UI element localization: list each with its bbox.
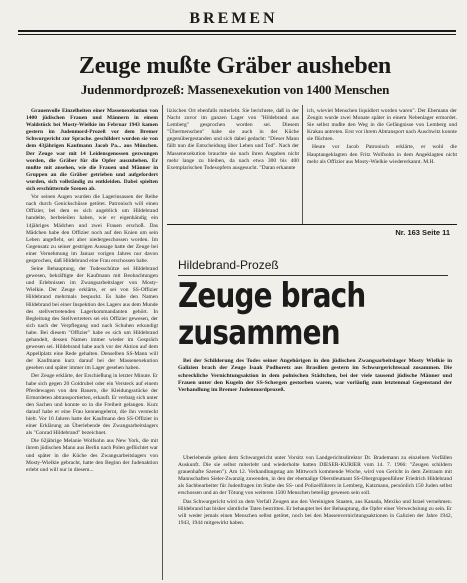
column-rule: [302, 105, 303, 225]
second-article-kicker: Hildebrand-Prozeß: [178, 258, 279, 272]
section-rule-thin: [18, 34, 456, 35]
paragraph: lizischen Ort ebenfalls miterlebt. Sie berichtete, daß in der Nacht zuvor im ganzen Lager von "Hildebrand aus Lemberg" gesprochen worden sei. Diesem "Übermenschen" habe sie auch in der Küche gegenübergestanden und sich dabei gedacht: "Dieser Mann fällt nun die Entscheidung über Leben und Tod". Nach der Massenexekution brauchte sie nach ihren Angaben nicht mehr lange zu bleiben, da nach etwa 300 bis 400 Exemplarischen Todesopfern ausgesucht. "Daran erkannte: [167, 108, 299, 171]
main-subheadline: Judenmordprozeß: Massenexekution von 1400 Menschen: [80, 82, 390, 97]
paragraph: Der Zeuge erklärte, der Erschießung in letzter Minute. Er habe sich gegen 20 Goldrubel oder ein Versteck auf einem Pferdewagen von den Bauern, die Kleidungsstücke der Ermordeten abtransportierten, erkauft. Er verbarg sich unter den Sachen und konnte so in die Freiheit gelangen. Kurz darauf habe er eine Frau kennengelernt, die ihn versteckt hielt. Vor 16 Jahren hatte der Kaufmann den SS-Offizier in einer Erklärung an Überlebende des Zwangsarbeitslagers als "Conrad Hildebrand" bezeichnet.: [26, 373, 158, 437]
paragraph: Das Schwurgericht wird zu dem Verfall Zeugen aus den Vereinigten Staaten, aus Kanada, Mexiko und Israel vernehmen. Hildebrand hat bisher sämtliche Taten bestritten. Er behauptet bei der Behauptung, die Opfer einer Verwechslung zu sein. Er will weder jemals einen Menschen selbst getötet, noch bei den Massenvernichtungsaktionen in Galizien der Jahre 1942, 1943, 1944 mitgewirkt haben.: [178, 498, 452, 526]
main-article-column-3: [307, 108, 457, 220]
paragraph: Überlebende gehen dem Schwurgericht unter Vorsitz von Landgerichtsdirektor Dr. Brademann zu einzelnen Vorfällen Auskunft. Die sie selbst miterlebt und wiederholte hatten DIESER-KURIER vom 14. 7. 1966: "Zeugen schildern grauenhafte Szenen"). Am 12. Verhandlungstag am Mittwoch kommende Woche, wird von Gericht in dem Zeitraum mit Mannschaften Sieler-Zwanzig zuwenden, in den der ehemalige Oberstleutnant SS-Obergruppenführer Friedrich Hildebrand als Sachbearbeiter für Judenfragen im Stabe des SS- und Polizeiführers in Lemberg, Katzmann, persönlich 150 Juden selbst erschossen und an der Tötung von weiteren 1500 Menschen beteiligt gewesen sein soll.: [178, 455, 452, 497]
second-article-body: [178, 455, 452, 579]
paragraph: Seine Behauptung, der Todesschütze sei Hildebrand gewesen, bekräftigte der Kaufmann mit Beobachtungen und Erlebnissen im Zwangsarbeitslager von Mosty-Wielkie. Der Zeuge erklärte, er sei von SS-Offizier Hildebrand mehrmals bespuckt. Es habe den Namen Hildebrand bei einer Inspektion des Lagers aus dem Munde des stellvertretenden Lagerkommandanten gehört. In Begleitung des Stellvertreters sei ein Offizier gewesen, der sich nach der Verpflegung und nach Schuhen erkundigt habe. Bei diesem "Offizier" habe es sich um Hildebrand gehandelt, dessen Namen immer wieder im Gespräch gewesen sei. Hildebrand habe auch vor der Aktion auf dem Appellplatz eine Rede gehalten. Denselben SS-Mann will der Kaufmann kurz darauf bei der Massenexekution gesehen und später immer im Lager gesehen haben.: [26, 266, 158, 372]
paragraph: Die 62jährige Melanie Wolfsohn aus New York, die mit ihrem jüdischen Mann aus Berlin nach Polen geflüchtet war und später in die Küche des Zwangsarbeitslagers von Mosty-Wielkie gebracht, hatte den Beginn der Judenaktion erlebt und will nur in diesem...: [26, 438, 158, 473]
second-article-lead: [178, 358, 452, 454]
main-article-column-1: [26, 108, 158, 578]
second-article-headline-1: Zeuge brach: [178, 276, 366, 316]
article-divider: [167, 224, 457, 225]
section-heading: BREMEN: [189, 10, 278, 27]
paragraph: Vor seinen Augen wurden die Lagerinsassen der Reihe nach durch Genickschüsse getötet. Patronisch will einen Offizier, bei dem es sich angeblich um Hildebrand handelte, herbeieilen haben, wie er eigenhändig ein 14jähriges Mädchen und zwei Frauen erschoß. Das Mädchen habe den Offizier noch auf den Knien um sein Leben angefleht, sei aber niedergeschossen worden. Im Gegensatz zu seiner gestrigen Aussage hatte der Zeuge bei einer Vernehmung im Januar vorigen Jahres nur davon gesprochen, daß Hildebrand eine Frau erschossen habe.: [26, 194, 158, 264]
main-headline: Zeuge mußte Gräber ausheben: [78, 53, 392, 79]
column-rule: [162, 105, 163, 580]
paragraph: Bei der Schilderung des Todes seiner Angehörigen in den jüdischen Zwangsarbeitslager Mosty Wielkie in Galizien brach der Zeuge Isaak Podhoretz aus Brasilien gestern im Schwurgerichtssaal zusammen. Die schreckliche Vernichtungsaktion in dem polnischen Städtchen, bei der viele tausend jüdische Männer und Frauen unter den Kugeln der SS-Schergen gestorben waren, war vorläufig zum letztenmal Gegenstand der Verhandlung im Bremer Judenmordprozeß.: [178, 358, 452, 394]
paragraph: ich, wieviel Menschen liquidiert worden waren". Der Ehemann der Zeugin wurde zwei Monate später in einem Nebenlager ermordet. Sie selbst mußte den Weg in die Gefängnisse von Lemberg und Krakau antreten. Erst vor ihrem Abtransport nach Auschwitz konnte sie flüchten.: [307, 108, 457, 143]
section-rule: [18, 30, 456, 32]
paragraph: Heute vor Jacob Patronisch erklärte, er wohl die Hauptangeklagten den Fritz Wolfsohn in dem Angeklagten nicht mehr als Offizier aus Mosty-Wielkie wiedererkannt. M.H.: [307, 144, 457, 165]
main-article-column-2: [167, 108, 299, 220]
paragraph: Grauenvolle Einzelheiten einer Massenexekution von 1400 jüdischen Frauen und Männern in einem Waldstück bei Mosty-Wielkie im Februar 1943 kamen gestern im Judenmord-Prozeß vor dem Bremer Schwurgericht zur Sprache. geschildert wurden sie von dem 43jährigen Kaufmann Jacob Pa... aus München. Der Zeuge war mit 14 Leidensgenossen gezwungen worden, die Gräber für die Opfer auszuheben. Er mußte mit ansehen, wie die Frauen und Männer in Gruppen an die Gräber getrieben und aufgefordert wurden, sich vollständig zu entkleiden. Dabei spielten sich erschütternde Szenen ab.: [26, 108, 158, 193]
second-article-headline-2: zusammen: [178, 313, 340, 353]
page-reference: Nr. 163 Seite 11: [395, 228, 450, 237]
